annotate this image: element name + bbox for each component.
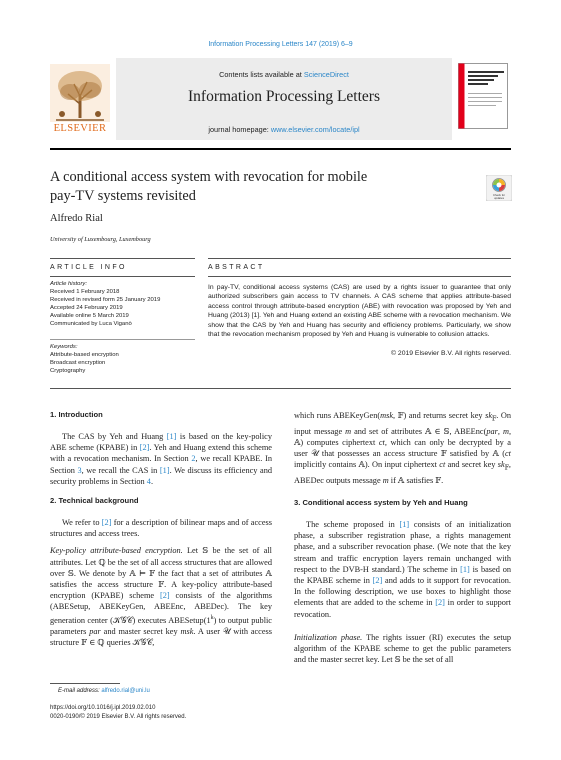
article-info-mid-rule [50,276,195,277]
article-history [50,281,195,328]
keyword-item: Cryptography [50,367,86,374]
homepage-line [116,125,452,134]
section-2-body: We refer to [2] for a description of bilinear maps and of access structures and access trees. Key-policy attribute-based encryption. Let 𝕊 be the set of all attributes. Let ℚ be the set of all access structures that are allowed over 𝕊. We denote by 𝔸 ⊨ 𝔽 the fact that a set of attributes 𝔸 satisfies the access structure 𝔽. A key-policy attribute-based encryption (KPABE) scheme [2] consists of the algorithms (ABESetup, ABEKeyGen, ABEEnc, ABEDec). The key generation center (𝒦𝒢𝒞) executes ABESetup(1$^k$) to output public parameters par and master secret key msk. A user 𝒰 with access structure 𝔽 ∈ ℚ queries 𝒦𝒢𝒞, [50,518,273,647]
section-2-heading: 2. Technical background [50,496,139,505]
issn-line: 0020-0190/© 2019 Elsevier B.V. All rights reserved. [50,714,187,720]
abstract-bottom-rule [50,388,511,389]
article-info-heading: ARTICLE INFO [50,264,127,271]
contents-line [116,70,452,79]
keywords-label: Keywords: [50,344,78,350]
footnote-rule [50,683,120,684]
abstract-top-rule [208,258,511,259]
abstract-heading: ABSTRACT [208,264,265,271]
abstract-copyright: © 2019 Elsevier B.V. All rights reserved. [391,350,511,357]
keyword-item: Broadcast encryption [50,359,106,366]
abstract-mid-rule [208,276,511,277]
header-rule [50,148,511,150]
history-item: Communicated by Luca Viganò [50,320,132,327]
journal-cover-thumbnail[interactable] [458,63,508,129]
svg-text:updates: updates [494,196,504,200]
svg-text:Check for: Check for [493,193,505,197]
article-info-divider [50,339,195,340]
history-item: Accepted 24 February 2019 [50,304,123,311]
history-item: Received 1 February 2018 [50,288,120,295]
publisher-wordmark: ELSEVIER [53,123,107,134]
author-affiliation: University of Luxembourg, Luxembourg [50,236,151,243]
elsevier-tree-logo [50,64,110,130]
article-title-line-1: A conditional access system with revocation for mobile [50,169,368,185]
history-label: Article history: [50,281,87,287]
contents-prefix: Contents lists available at [219,70,304,79]
author-name: Alfredo Rial [50,213,103,224]
keyword-item: Attribute-based encryption [50,351,119,358]
homepage-prefix: journal homepage: [208,125,271,134]
crossmark-icon[interactable] [486,175,512,201]
section-1-heading: 1. Introduction [50,410,103,419]
abstract-text: In pay-TV, conditional access systems (CAS) are used by a rights issuer to guarantee that only authorized subscribers gain access to TV channels. A CAS scheme that applies attribute-based access control through attribute-based encryption (ABE) with revocation was proposed by Yeh and Huang (2013) [1]. Yeh and Huang extend an existing ABE scheme with a revocation mechanism. We show that the CAS by Yeh and Huang has security and efficiency problems. Particularly, we show that the revocation mechanism proposed by Yeh and Huang is vulnerable to collusion attacks. [208,284,511,339]
doi-link[interactable]: https://doi.org/10.1016/j.ipl.2019.02.010 [50,705,156,711]
email-link[interactable]: alfredo.rial@uni.lu [101,688,150,694]
sciencedirect-link[interactable]: ScienceDirect [303,70,349,79]
section-2-continued: which runs ABEKeyGen(msk, 𝔽) and returns secret key $sk_𝔽$. On input message m and set of attributes 𝔸 ∈ 𝕊, ABEEnc(par, m, 𝔸) computes ciphertext ct, which can only be decrypted by a user 𝒰 that possesses an access structure 𝔽 satisfied by 𝔸 (ct implicitly contains 𝔸). On input ciphertext ct and secret key $sk_𝔽$, ABEDec outputs message m if 𝔸 satisfies 𝔽. [294,411,512,486]
article-title [50,168,410,205]
footnote-email [58,688,150,694]
section-3-body: The scheme proposed in [1] consists of an initialization phase, a subscriber registration phase, a rights management phase, and a subscriber revocation phase. (We note that the key stream and traffic encryption layers remain unchanged with respect to the DVB-H standard.) The scheme in [1] is based on the KPABE scheme in [2] and adds to it support for revocation. In the following description, we use boxes to highlight those elements that are added to the scheme in [2] in order to support revocation. Initialization phase. The rights issuer (RI) executes the setup algorithm of the KPABE scheme to get the public parameters and the master secret key. Let 𝕊 be the set of all [294,520,511,665]
article-info-top-rule [50,258,195,259]
homepage-link[interactable]: www.elsevier.com/locate/ipl [270,125,360,134]
section-1-body: The CAS by Yeh and Huang [1] is based on the key-policy ABE scheme (KPABE) in [2]. Yeh and Huang extend this scheme with a revocation mechanism. In Section 2, we recall KPABE. In Section 3, we recall the CAS in [1]. We discuss its efficiency and security problems in Section 4. [50,432,272,486]
section-3-heading: 3. Conditional access system by Yeh and Huang [294,498,468,507]
article-title-line-2: pay-TV systems revisited [50,187,196,204]
keywords-block [50,344,195,376]
journal-title: Information Processing Letters [188,88,380,105]
journal-reference[interactable]: Information Processing Letters 147 (2019) 6–9 [208,41,353,48]
email-label: E-mail address: [58,688,102,694]
history-item: Received in revised form 25 January 2019 [50,296,161,303]
history-item: Available online 5 March 2019 [50,312,129,319]
